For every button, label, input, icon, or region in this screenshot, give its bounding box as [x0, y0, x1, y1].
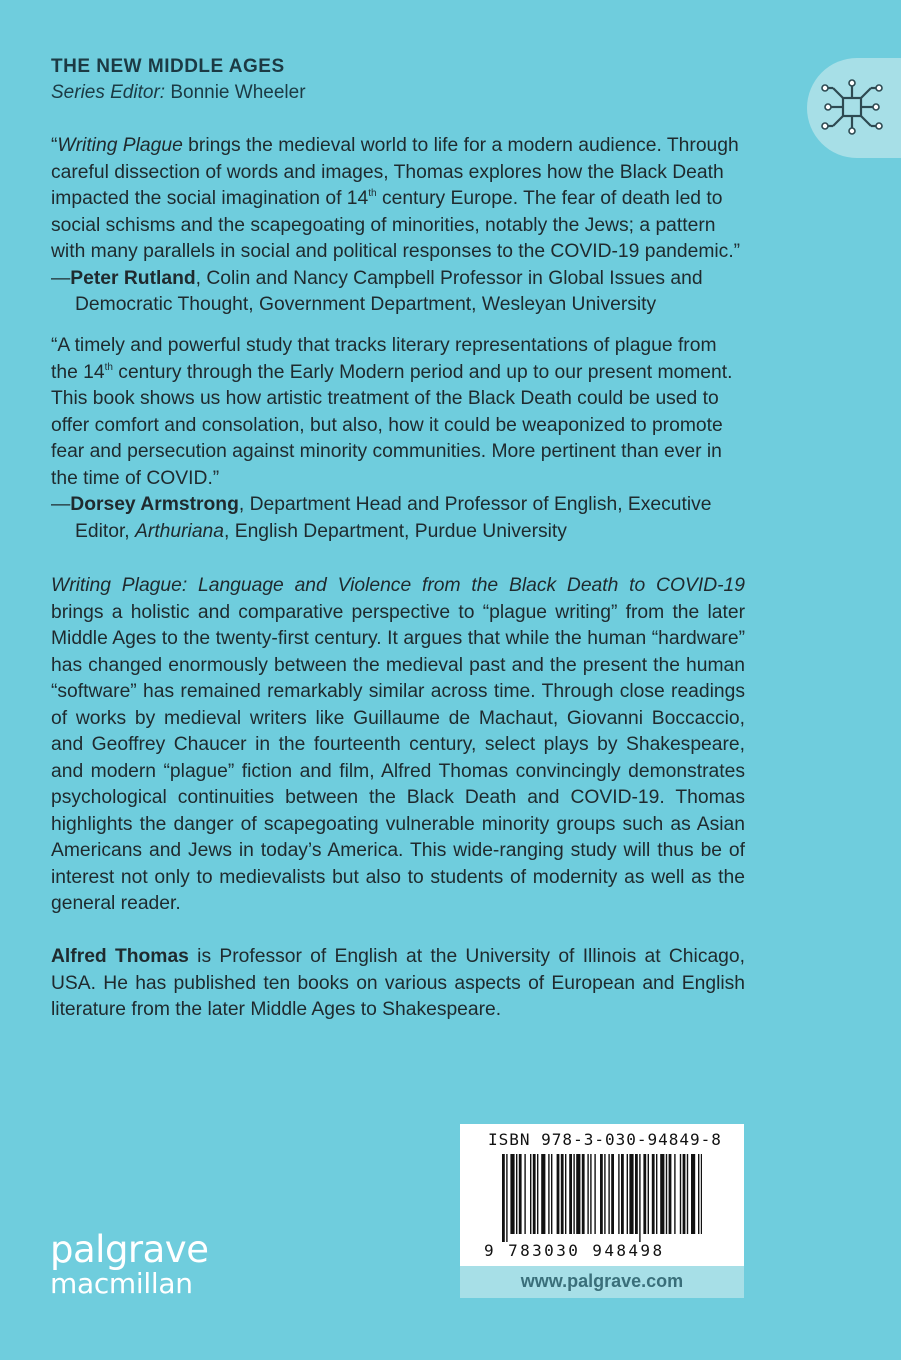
barcode-bar [551, 1154, 552, 1234]
palgrave-network-icon [821, 76, 883, 138]
quote-2-text [51, 333, 745, 492]
barcode-bar [687, 1154, 688, 1234]
quote-2-author: Dorsey Armstrong [70, 494, 239, 515]
barcode-bar [674, 1154, 675, 1234]
quote-1-text-b: century Europe. The fear of death led to social schisms and the scapegoating of minorities, notably the Jews; a pattern with many parallels in social and political responses to the COVID-19 pandemic.” [51, 188, 741, 262]
isbn-number: ISBN 978-3-030-94849-8 [488, 1130, 722, 1149]
series-block [51, 54, 306, 106]
publisher-logo [50, 1228, 209, 1300]
quote-1-attribution [51, 266, 745, 319]
barcode-bar [506, 1154, 507, 1242]
quote-2-text-a: “A timely and powerful study that tracks literary representations of plague from the 14 [51, 335, 717, 383]
barcode-bar [587, 1154, 588, 1234]
barcode-bar [611, 1154, 614, 1234]
barcode-bar [648, 1154, 649, 1234]
barcode-bar [557, 1154, 560, 1234]
book-title-italic: Writing Plague [57, 135, 183, 156]
barcode-bar [590, 1154, 591, 1234]
barcode-bar [548, 1154, 549, 1234]
barcode-bar [582, 1154, 585, 1234]
publisher-url: www.palgrave.com [460, 1266, 744, 1298]
description-paragraph [51, 573, 745, 918]
barcode-bar [533, 1154, 536, 1234]
quote-2-affiliation-b: , English Department, Purdue University [224, 520, 567, 542]
barcode-bar [516, 1154, 517, 1234]
publisher-line-2: macmillan [50, 1267, 193, 1300]
barcode-bar [573, 1154, 574, 1234]
palgrave-logo-badge [807, 58, 901, 158]
book-description [51, 573, 745, 918]
barcode-bar [660, 1154, 664, 1234]
barcode-bar [608, 1154, 609, 1234]
barcode-bar [639, 1154, 640, 1242]
quote-2-attribution [51, 492, 745, 545]
barcode-bar [635, 1154, 638, 1234]
quote-1-author: Peter Rutland [70, 267, 196, 289]
barcode-bar [666, 1154, 667, 1234]
em-dash: — [51, 267, 71, 289]
em-dash: — [51, 494, 71, 515]
barcode-bar [524, 1154, 525, 1234]
barcode-bar [618, 1154, 619, 1234]
barcode-bar [530, 1154, 531, 1234]
series-editor-label: Series Editor: [51, 82, 166, 103]
barcode-bar [691, 1154, 695, 1234]
barcode-bar [502, 1154, 505, 1242]
description-text: brings a holistic and comparative perspective to “plague writing” from the later Middle Ages to the twenty-first century. It argues that while the human “hardware” has changed enormously between the medieval past and the present the human “software” has remained remarkably similar across time. Through close readings of works by medieval writers like Guillaume de Machaut, Giovanni Boccaccio, and Geoffrey Chaucer in the fourteenth century, select plays by Shakespeare, and modern “plague” fiction and film, Alfred Thomas convincingly demonstrates psychological continuities between the Black Death and COVID-19. Thomas highlights the danger of scapegoating vulnerable minority groups such as Asian Americans and Jews in today’s America. This wide-ranging study will thus be of interest not only to medievalists but also to students of modernity as well as the general reader. [51, 601, 745, 914]
ordinal-suffix: th [104, 361, 113, 373]
barcode-bar [621, 1154, 624, 1234]
open-quote: “ [51, 135, 58, 156]
barcode-bar [569, 1154, 572, 1234]
quote-1-affiliation: , Colin and Nancy Campbell Professor in Global Issues and Democratic Thought, Government Department, Wesleyan University [75, 267, 703, 315]
journal-title: Arthuriana [135, 520, 224, 542]
quote-2-text-b: century through the Early Modern period and up to our present moment. This book shows us how artistic treatment of the Black Death could be used to offer comfort and consolation, but also, how it could be weaponized to promote fear and persecution against minority communities. More pertinent than ever in the time of COVID.” [51, 361, 733, 489]
barcode-bar [680, 1154, 681, 1234]
barcode-bar [600, 1154, 603, 1234]
ordinal-suffix: th [368, 188, 377, 199]
isbn-barcode [460, 1124, 744, 1266]
endorsement-quote-2 [51, 333, 745, 545]
barcode-bar [576, 1154, 580, 1234]
publisher-line-1: palgrave [50, 1228, 209, 1271]
series-editor-name: Bonnie Wheeler [170, 82, 306, 103]
barcode-bar [510, 1154, 514, 1234]
barcode-bar [656, 1154, 657, 1234]
quote-2-affiliation-a: , Department Head and Professor of English, Executive Editor, [75, 494, 712, 542]
author-name: Alfred Thomas [51, 946, 189, 967]
quote-1-text [51, 133, 745, 266]
endorsement-quote-1 [51, 133, 745, 319]
barcode-bar [698, 1154, 699, 1234]
barcode-bars [502, 1154, 702, 1242]
bio-text: is Professor of English at the University of Illinois at Chicago, USA. He has published ten books on various aspects of European and English literature from the later Middle Ages to Shakespeare. [51, 946, 745, 1020]
author-bio [51, 944, 745, 1024]
barcode-bar [541, 1154, 545, 1234]
barcode-bar [643, 1154, 646, 1234]
book-full-title: Writing Plague: Language and Violence from the Black Death to COVID-19 [51, 575, 745, 596]
barcode-digits: 9 783030 948498 [484, 1241, 665, 1260]
barcode-bar [652, 1154, 655, 1234]
quote-1-text-a: brings the medieval world to life for a modern audience. Through careful dissection of words and images, Thomas explores how the Black Death impacted the social imagination of 14 [51, 135, 739, 209]
barcode-bar [701, 1154, 702, 1234]
barcode-bar [519, 1154, 522, 1234]
barcode-bar [629, 1154, 633, 1234]
barcode-bar [604, 1154, 605, 1234]
barcode-bar [537, 1154, 538, 1234]
barcode-bar [627, 1154, 628, 1234]
barcode-bar [683, 1154, 686, 1234]
barcode-bar [561, 1154, 564, 1234]
barcode-bar [669, 1154, 672, 1234]
series-title: THE NEW MIDDLE AGES [51, 56, 285, 77]
bio-paragraph [51, 944, 745, 1024]
barcode-bar [594, 1154, 595, 1234]
series-editor [51, 80, 306, 106]
barcode-bar [565, 1154, 566, 1234]
